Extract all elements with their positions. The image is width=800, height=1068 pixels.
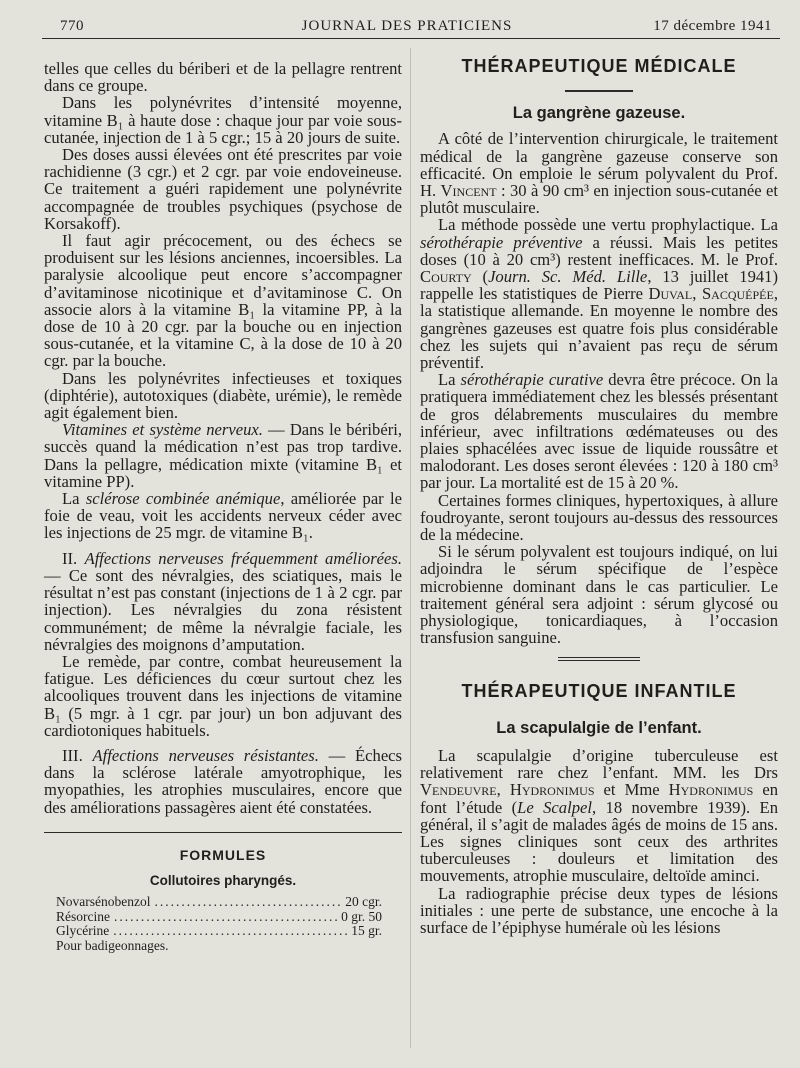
paragraph-text: et Mme [594,780,669,800]
author-name: Vincent [440,181,497,201]
paragraph-text: , 18 novembre 1939). En général, il s’agit de malades âgés de moins de 15 ans. Les signes cliniques sont ceux des arthrites tuberculeuses : douleurs et limitation des mouvements, atrophie musculaire, deltoïde aminci. [420,797,778,886]
issue-date: 17 décembre 1941 [653,18,772,34]
paragraph-text: La scapulalgie d’origine tuberculeuse est relativement rare chez l’enfant. MM. les Drs [420,745,778,783]
paragraph-text: — Dans le béribéri, succès quand la médication n’est pas trop tardive. Dans la pellagre, médication mixte (vitamine B₁ et vitamine PP). [44,420,402,491]
paragraph-text: — Ce sont des névralgies, des sciatiques, mais le résultat n’est pas constant (injections de 1 à 2 cgr. par injection). Les névralgies du zona résistent communément; de même la névralgie faciale, les névralgies des moignons d’amputation. [44,565,402,654]
paragraph: telles que celles du bériberi et de la pellagre rentrent dans ce groupe. [44,59,402,96]
paragraph-text: devra être précoce. On la pratiquera immédiatement chez les blessés présentant de gros délabrements musculaires du membre inférieur, avec infiltrations œdémateuses ou des plaies sphacélées avec issue de liquide roussâtre et malodorant. Les doses seront élevées : 120 à 180 cm³ par jour. La mortalité est de 15 à 20 %. [420,370,778,493]
paragraph: Le remède, par contre, combat heureusement la fatigue. Les déficiences du cœur surtout chez les alcooliques trouvent dans les injections de vitamine B₁ (5 mgr. à 1 cgr. par jour) un bon adjuvant des cardiotoniques habituels. [44,651,402,740]
paragraph: Certaines formes cliniques, hypertoxiques, à allure foudroyante, seront toujours au-dessus des ressources de la médecine. [420,490,778,545]
formules-subtitle: Collutoires pharyngés. [149,872,297,888]
ingredient-name: Novarsénobenzol [56,894,151,910]
author-name: Hydronimus [509,780,595,800]
column-divider [410,48,411,1048]
section-number: III. [62,745,93,765]
section-title: THÉRAPEUTIQUE INFANTILE [461,680,737,701]
section-title: THÉRAPEUTIQUE MÉDICALE [461,56,737,76]
paragraph-text: ( [471,267,489,287]
paragraph [420,130,778,216]
run-in-heading: Affections nerveuses fréquemment améliorées. [84,548,402,568]
formula-table [44,895,402,953]
paragraph-text: , [496,780,510,800]
paragraph [44,490,402,542]
paragraph-text: La [438,370,461,390]
page-number: 770 [60,18,84,34]
dot-leader [154,895,341,910]
journal-title: JOURNAL DES PRATICIENS [301,18,513,34]
page-header [42,16,772,38]
dot-leader [114,910,337,925]
paragraph [44,421,402,490]
formula-row [56,910,382,925]
paragraph [420,371,778,491]
paragraph-text: , la statistique allemande. En moyenne le nombre des gangrènes gazeuses est quatre fois plus considérable chez les sujets qui n’avaient pas reçu de sérum préventif. [420,284,778,373]
paragraph-text: La [62,489,86,509]
section-rule [565,90,633,92]
journal-reference: Journ. Sc. Méd. Lille [488,267,648,287]
paragraph-text: : 30 à 90 cm³ en injection sous-cutanée et plutôt musculaire. [420,181,778,218]
author-name: Duval [648,284,693,304]
article-title: La gangrène gazeuse. [512,104,686,123]
emphasis: sclérose combinée anémique [85,489,281,509]
run-in-heading: Affections nerveuses résistantes. [92,745,319,765]
dot-leader [113,924,347,939]
paragraph [44,550,402,653]
paragraph: Il faut agir précocement, ou des échecs se produisent sur les lésions anciennes, incoersibles. La paralysie alcoolique peut encore s’accompagner d’avitaminose nicotinique et d’avitaminose C. On associe alors à la vitamine B₁ la vitamine PP, à la dose de 10 à 20 cgr. par la bouche ou en injection sous-cutanée, et la vitamine C, à la dose de 10 à 20 cgr. par la bouche. [44,231,402,371]
paragraph-text: La méthode possède une vertu prophylactique. La [438,215,778,235]
author-name: Sacquépée [701,284,774,304]
paragraph [420,216,778,371]
emphasis: sérothérapie préventive [420,232,583,252]
paragraph: La radiographie précise deux types de lésions initiales : une perte de substance, une encoche à la surface de l’épiphyse humérale où les lésions [420,883,778,937]
paragraph-text: — Échecs dans la sclérose latérale amyotrophique, les myopathies, les atrophies musculaires, encore que des améliorations passagères aient été constatées. [44,745,403,817]
paragraph [44,747,402,816]
formula-row [56,924,382,939]
author-name: Vendeuvre [420,780,497,800]
section-separator [558,657,640,661]
paragraph-text: a réussi. Mais les petites doses (10 à 20 cm³) restent inefficaces. M. le Prof. [420,232,778,269]
paragraph-text: , [692,284,702,304]
paragraph-text: , 13 juillet 1941) rappelle les statistiques de Pierre [420,267,778,304]
author-name: Courty [420,267,472,287]
right-column [420,56,779,937]
header-rule [42,38,780,39]
formula-note: Pour badigeonnages. [56,937,169,953]
paragraph-text: , améliorée par le foie de veau, voit les accidents nerveux céder avec les injections de 25 mgr. de vitamine B₁. [44,489,403,543]
journal-reference: Le Scalpel [517,797,592,817]
author-name: Hydronimus [668,780,754,800]
formula-row [56,895,382,910]
paragraph-text: A côté de l’intervention chirurgicale, le traitement médical de la gangrène gazeuse conserve son efficacité. On emploie le sérum polyvalent du Prof. H. [420,129,778,201]
left-column [44,60,402,953]
ingredient-quantity: 20 cgr. [345,894,382,910]
paragraph: Dans les polynévrites infectieuses et toxiques (diphtérie), autotoxiques (diabète, urémie), le remède agit également bien. [44,368,402,423]
emphasis: sérothérapie curative [460,370,604,390]
paragraph-text: en font l’étude ( [420,780,779,817]
paragraph: Dans les polynévrites d’intensité moyenne, vitamine B₁ à haute dose : chaque jour par voie sous-cutanée, injection de 1 à 5 cgr.; 15 à 20 jours de suite. [44,93,402,147]
article-title: La scapulalgie de l’enfant. [496,718,702,737]
paragraph [420,747,778,885]
ingredient-quantity: 15 gr. [351,923,382,939]
formules-rule [44,832,402,833]
run-in-heading: Vitamines et système nerveux. [62,420,263,440]
ingredient-name: Glycérine [56,923,110,939]
section-number: II. [62,548,85,568]
ingredient-name: Résorcine [56,908,110,924]
paragraph: Des doses aussi élevées ont été prescrites par voie rachidienne (3 cgr.) et 2 cgr. par voie endoveineuse. Ce traitement a guéri rapidement une polynévrite accompagnée de troubles psychiques (psychose de Korsakoff). [44,145,402,233]
formules-title: FORMULES [179,846,267,863]
paragraph: Si le sérum polyvalent est toujours indiqué, on lui adjoindra le sérum spécifique de l’espèce microbienne dominant dans le cas particulier. Le traitement général sera adjoint : sérum glycosé ou physiologique, tonicardiaques, à l’occasion transfusion sanguine. [420,542,778,648]
ingredient-quantity: 0 gr. 50 [341,908,382,924]
